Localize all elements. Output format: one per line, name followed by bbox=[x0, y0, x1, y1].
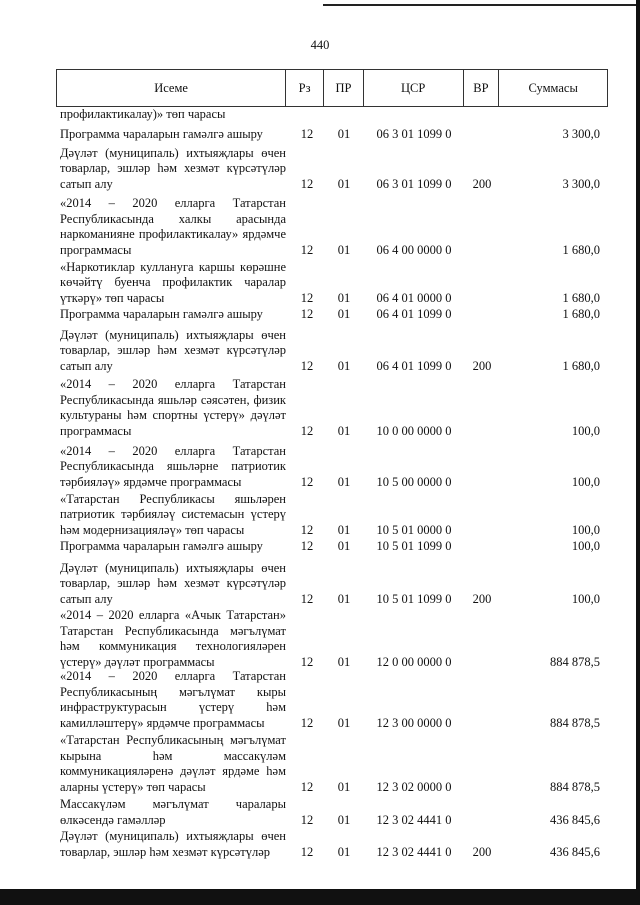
row-sum: 884 878,5 bbox=[550, 715, 600, 730]
row-rz: 12 bbox=[300, 358, 314, 373]
row-sum: 1 680,0 bbox=[562, 358, 600, 373]
row-vr: 200 bbox=[472, 591, 492, 606]
bottom-scan-edge bbox=[0, 889, 640, 905]
row-csr: 06 3 01 1099 0 bbox=[376, 126, 452, 141]
row-sum: 100,0 bbox=[571, 474, 600, 489]
row-rz: 12 bbox=[300, 290, 314, 305]
table-row bbox=[60, 122, 608, 142]
table-row bbox=[60, 607, 608, 670]
page-number: 440 bbox=[310, 38, 330, 52]
row-rz: 12 bbox=[300, 591, 314, 606]
header-name: Исеме bbox=[57, 70, 286, 106]
row-pr: 01 bbox=[337, 654, 351, 669]
row-pr: 01 bbox=[337, 522, 351, 537]
row-csr: 10 5 01 1099 0 bbox=[376, 538, 452, 553]
row-rz: 12 bbox=[300, 654, 314, 669]
row-rz: 12 bbox=[300, 779, 314, 794]
row-pr: 01 bbox=[337, 423, 351, 438]
row-name: «Наркотиклар куллануга каршы көрәшне көчәйтү буенча профилактик чаралар үткәрү» төп чарасы bbox=[60, 259, 286, 305]
row-vr: 200 bbox=[472, 844, 492, 859]
table-row bbox=[60, 374, 608, 439]
row-csr: 06 4 01 1099 0 bbox=[376, 358, 452, 373]
row-name: «2014 – 2020 елларга Татарстан Республикасында халкы арасында наркоманияне профилактикалау» ярдәмче программасы bbox=[60, 196, 286, 257]
row-rz: 12 bbox=[300, 844, 314, 859]
top-border-line bbox=[323, 4, 640, 6]
table-row bbox=[60, 142, 608, 192]
table-row bbox=[60, 439, 608, 490]
row-rz: 12 bbox=[300, 423, 314, 438]
row-name: Дәүләт (муниципаль) ихтыяҗлары өчен товарлар, эшләр һәм хезмәт күрсәтүләр сатып алу bbox=[60, 327, 286, 373]
row-sum: 884 878,5 bbox=[550, 779, 600, 794]
table-row bbox=[60, 731, 608, 795]
row-rz: 12 bbox=[300, 176, 314, 191]
row-rz: 12 bbox=[300, 306, 314, 321]
row-pr: 01 bbox=[337, 306, 351, 321]
table-row bbox=[60, 192, 608, 258]
row-name: Программа чараларын гамәлгә ашыру bbox=[60, 306, 263, 321]
row-csr: 12 3 02 4441 0 bbox=[376, 844, 452, 859]
row-pr: 01 bbox=[337, 126, 351, 141]
row-pr: 01 bbox=[337, 591, 351, 606]
table-row bbox=[60, 306, 608, 322]
row-csr: 10 0 00 0000 0 bbox=[376, 423, 452, 438]
header-vr: ВР bbox=[464, 70, 500, 106]
table-row bbox=[60, 107, 608, 122]
row-csr: 12 0 00 0000 0 bbox=[376, 654, 452, 669]
row-vr: 200 bbox=[472, 176, 492, 191]
row-sum: 3 300,0 bbox=[562, 176, 600, 191]
table-header bbox=[56, 69, 608, 107]
row-name: «2014 – 2020 елларга Татарстан Республикасында яшьләр сәясәтен, физик культураны һәм спортны үстерү» дәүләт программасы bbox=[60, 377, 286, 438]
row-sum: 100,0 bbox=[571, 423, 600, 438]
row-name: Программа чараларын гамәлгә ашыру bbox=[60, 126, 263, 141]
row-name: «Татарстан Республикасы яшьләрен патриотик тәрбияләү системасын үстерү һәм модернизацияләү» төп чарасы bbox=[60, 491, 286, 537]
row-sum: 100,0 bbox=[571, 522, 600, 537]
row-pr: 01 bbox=[337, 779, 351, 794]
row-rz: 12 bbox=[300, 242, 314, 257]
row-pr: 01 bbox=[337, 358, 351, 373]
row-pr: 01 bbox=[337, 812, 351, 827]
row-csr: 06 4 01 0000 0 bbox=[376, 290, 452, 305]
header-sum: Суммасы bbox=[528, 80, 578, 95]
row-name: Дәүләт (муниципаль) ихтыяҗлары өчен товарлар, эшләр һәм хезмәт күрсәтүләр сатып алу bbox=[60, 560, 286, 606]
row-name: «2014 – 2020 елларга Татарстан Республикасының мәгълүмат кыры инфраструктурасын үстерү һәм камилләштерү» ярдәмче программасы bbox=[60, 669, 286, 730]
row-pr: 01 bbox=[337, 242, 351, 257]
row-csr: 10 5 01 1099 0 bbox=[376, 591, 452, 606]
row-csr: 12 3 02 0000 0 bbox=[376, 779, 452, 794]
row-rz: 12 bbox=[300, 538, 314, 553]
row-sum: 100,0 bbox=[571, 538, 600, 553]
table-row bbox=[60, 670, 608, 731]
table-body bbox=[60, 107, 608, 860]
row-name: «2014 – 2020 елларга Татарстан Республикасында яшьләрне патриотик тәрбияләү» ярдәмче программасы bbox=[60, 443, 286, 489]
row-csr: 06 4 00 0000 0 bbox=[376, 242, 452, 257]
row-name: профилактикалау)» төп чарасы bbox=[60, 106, 226, 121]
row-name: «2014 – 2020 елларга «Ачык Татарстан» Татарстан Республикасында мәгълүмат һәм коммуникация технологияләрен үстерү» дәүләт программасы bbox=[60, 608, 286, 669]
row-pr: 01 bbox=[337, 538, 351, 553]
table-row bbox=[60, 795, 608, 828]
row-sum: 1 680,0 bbox=[562, 306, 600, 321]
row-rz: 12 bbox=[300, 474, 314, 489]
table-row bbox=[60, 490, 608, 538]
row-name: Массакүләм мәгълүмат чаралары өлкәсендә гамәлләр bbox=[60, 797, 286, 827]
row-sum: 100,0 bbox=[571, 591, 600, 606]
table-row bbox=[60, 258, 608, 306]
row-sum: 436 845,6 bbox=[550, 812, 600, 827]
header-csr: ЦСР bbox=[364, 70, 464, 106]
row-csr: 12 3 00 0000 0 bbox=[376, 715, 452, 730]
right-scan-edge bbox=[636, 0, 640, 905]
row-name: Дәүләт (муниципаль) ихтыяҗлары өчен товарлар, эшләр һәм хезмәт күрсәтүләр bbox=[60, 829, 286, 859]
row-csr: 10 5 00 0000 0 bbox=[376, 474, 452, 489]
row-sum: 884 878,5 bbox=[550, 654, 600, 669]
header-rz: Рз bbox=[286, 70, 324, 106]
row-name: «Татарстан Республикасының мәгълүмат кырына һәм массакүләм коммуникацияләренә дәүләт ярдәме һәм аларны үстерү» төп чарасы bbox=[60, 733, 286, 794]
row-sum: 1 680,0 bbox=[562, 242, 600, 257]
row-csr: 06 3 01 1099 0 bbox=[376, 176, 452, 191]
row-sum: 3 300,0 bbox=[562, 126, 600, 141]
row-pr: 01 bbox=[337, 474, 351, 489]
table-row bbox=[60, 322, 608, 374]
table-row bbox=[60, 828, 608, 860]
row-pr: 01 bbox=[337, 290, 351, 305]
row-rz: 12 bbox=[300, 126, 314, 141]
row-csr: 10 5 01 0000 0 bbox=[376, 522, 452, 537]
row-csr: 12 3 02 4441 0 bbox=[376, 812, 452, 827]
table-row bbox=[60, 554, 608, 607]
row-sum: 436 845,6 bbox=[550, 844, 600, 859]
header-pr: ПР bbox=[324, 70, 364, 106]
row-pr: 01 bbox=[337, 715, 351, 730]
row-rz: 12 bbox=[300, 522, 314, 537]
row-rz: 12 bbox=[300, 812, 314, 827]
row-vr: 200 bbox=[472, 358, 492, 373]
row-name: Дәүләт (муниципаль) ихтыяҗлары өчен товарлар, эшләр һәм хезмәт күрсәтүләр сатып алу bbox=[60, 145, 286, 191]
row-name: Программа чараларын гамәлгә ашыру bbox=[60, 538, 263, 553]
row-pr: 01 bbox=[337, 176, 351, 191]
table-row bbox=[60, 538, 608, 554]
row-rz: 12 bbox=[300, 715, 314, 730]
row-pr: 01 bbox=[337, 844, 351, 859]
row-sum: 1 680,0 bbox=[562, 290, 600, 305]
row-csr: 06 4 01 1099 0 bbox=[376, 306, 452, 321]
